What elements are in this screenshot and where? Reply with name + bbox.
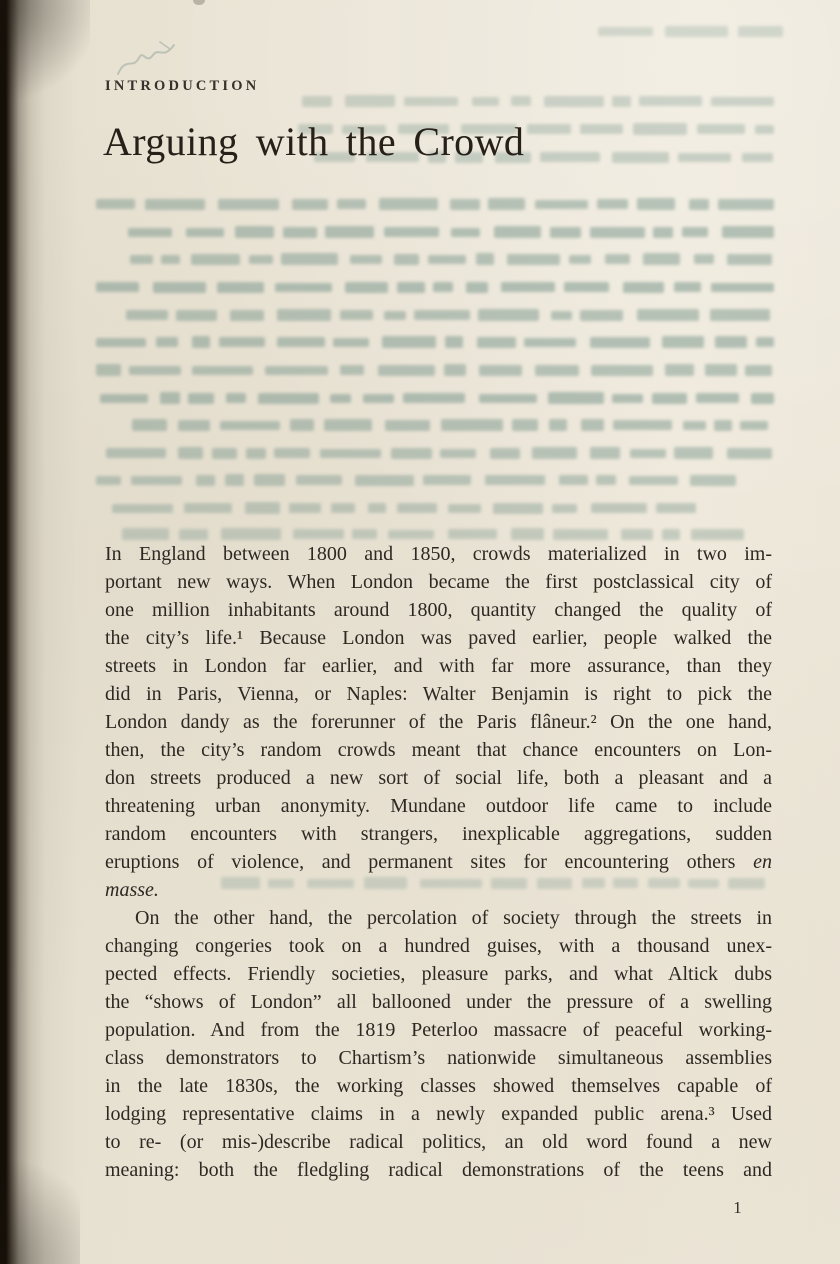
bleedthrough-line xyxy=(96,391,774,405)
text-line: population. And from the 1819 Peterloo massacre of peaceful working- xyxy=(105,1019,772,1041)
text-line: In England between 1800 and 1850, crowds materialized in two im- xyxy=(105,543,772,565)
text-line: lodging representative claims in a newly expanded public arena.³ Used xyxy=(105,1103,772,1125)
text-line: the city’s life.¹ Because London was paved earlier, people walked the xyxy=(105,627,772,649)
corner-shadow-bottom-left xyxy=(0,1134,80,1264)
page-title: Arguing with the Crowd xyxy=(103,119,525,164)
corner-shadow-top-left xyxy=(0,0,90,110)
text-line: class demonstrators to Chartism’s nationwide simultaneous assemblies xyxy=(105,1047,772,1069)
text-line: to re- (or mis-)describe radical politics, an old word found a new xyxy=(105,1131,772,1153)
text-line: then, the city’s random crowds meant that chance encounters on Lon- xyxy=(105,739,772,761)
body-text xyxy=(105,540,772,1184)
bleedthrough-line xyxy=(96,418,768,432)
pencil-scribble xyxy=(112,34,182,84)
book-gutter-shadow xyxy=(0,0,80,1264)
bleedthrough-line xyxy=(96,280,774,294)
text-line: did in Paris, Vienna, or Naples: Walter Benjamin is right to pick the xyxy=(105,683,772,705)
text-line: one million inhabitants around 1800, quantity changed the quality of xyxy=(105,599,772,621)
bleedthrough-line xyxy=(96,335,774,349)
text-line: meaning: both the fledgling radical demonstrations of the teens and xyxy=(105,1159,772,1181)
page-number: 1 xyxy=(733,1198,743,1217)
text-line: pected effects. Friendly societies, pleasure parks, and what Altick dubs xyxy=(105,963,772,985)
text-line: don streets produced a new sort of social life, both a pleasant and a xyxy=(105,767,772,789)
text-line: threatening urban anonymity. Mundane outdoor life came to include xyxy=(105,795,772,817)
text-line: On the other hand, the percolation of society through the streets in xyxy=(135,907,772,929)
text-line: random encounters with strangers, inexplicable aggregations, sudden xyxy=(105,823,772,845)
bleedthrough-line xyxy=(96,501,696,515)
section-kicker: INTRODUCTION xyxy=(105,78,260,94)
bleedthrough-line xyxy=(96,473,736,487)
bleedthrough-line xyxy=(96,225,774,239)
text-line: changing congeries took on a hundred guises, with a thousand unex- xyxy=(105,935,772,957)
bleedthrough-line xyxy=(96,197,774,211)
text-line: London dandy as the forerunner of the Paris flâneur.² On the one hand, xyxy=(105,711,772,733)
bleedthrough-line xyxy=(96,308,770,322)
text-line: streets in London far earlier, and with far more assurance, than they xyxy=(105,655,772,677)
text-line: in the late 1830s, the working classes showed themselves capable of xyxy=(105,1075,772,1097)
bleedthrough-line xyxy=(96,363,772,377)
bleedthrough-line xyxy=(302,94,774,108)
text-line: the “shows of London” all ballooned under the pressure of a swelling xyxy=(105,991,772,1013)
bleedthrough-line xyxy=(96,252,772,266)
bleedthrough-line xyxy=(96,446,772,460)
text-line: masse. xyxy=(105,879,159,901)
scan-edge-fleck xyxy=(193,0,205,5)
text-line: portant new ways. When London became the first postclassical city of xyxy=(105,571,772,593)
bleedthrough-line xyxy=(598,24,783,38)
bleedthrough-line xyxy=(96,527,744,541)
text-line: eruptions of violence, and permanent sites for encountering others en xyxy=(105,851,772,873)
